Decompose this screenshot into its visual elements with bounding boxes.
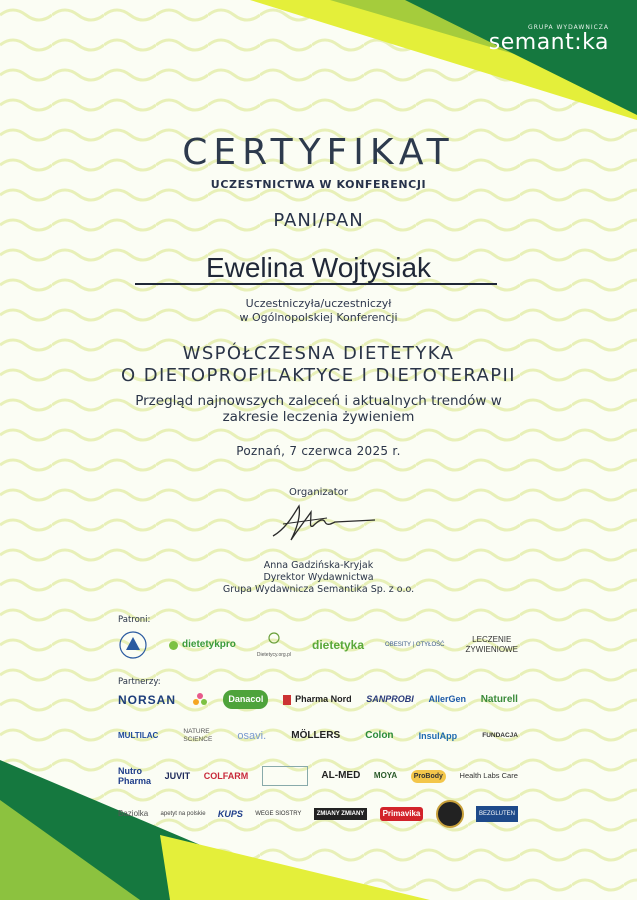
conference-subtitle	[0, 393, 637, 425]
recipient-name: Ewelina Wojtysiak	[205, 252, 432, 283]
partner-colfarm: COLFARM	[203, 770, 249, 781]
seal-icon	[436, 800, 464, 828]
partners-row-4	[118, 800, 518, 828]
participant-line-2: w Ogólnopolskiej Konferencji	[239, 311, 398, 324]
partner-kups: KUPS	[217, 808, 243, 819]
partner-nature-science: NATURE SCIENCE	[183, 728, 213, 743]
salutation: PANI/PAN	[273, 210, 364, 231]
conference-title-line-1: WSPÓŁCZESNA DIETETYKA	[182, 343, 455, 364]
partner-colon: Colon	[365, 730, 394, 741]
brand-logo	[489, 24, 609, 55]
partner-apetyt-na-polskie: apetyt na polskie	[160, 811, 206, 817]
leaf-icon	[169, 641, 178, 650]
partners-row-3	[118, 766, 518, 786]
participant-line-1: Uczestniczyła/uczestniczył	[245, 297, 392, 310]
partner-medicine-boxes	[262, 766, 308, 786]
brand-name: semant:ka	[488, 30, 609, 55]
participant-text	[0, 297, 637, 325]
partner-mollers: MÖLLERS	[291, 730, 341, 741]
certificate-subtitle: UCZESTNICTWA W KONFERENCJI	[210, 178, 427, 191]
partners-row-1	[118, 690, 518, 709]
partner-multilac: MULTILAC	[118, 731, 159, 740]
partners-row-2	[118, 728, 518, 744]
organizer-signature-block	[0, 560, 637, 596]
partner-insulapp: InsulApp	[418, 730, 458, 741]
apple-icon	[267, 630, 281, 644]
partner-nutropharma: Nutro Pharma	[118, 766, 152, 786]
partner-sanprobi: SANPROBI	[366, 694, 414, 704]
organizer-label: Organizator	[289, 487, 348, 498]
partner-naturell: Naturell	[480, 693, 518, 705]
partner-juvit: JUVIT	[164, 770, 191, 781]
partner-baziolka: Baziolka	[118, 809, 149, 818]
patron-leczenie-zywieniowe: LECZENIE ŻYWIENIOWE	[465, 635, 518, 654]
conference-date: Poznań, 7 czerwca 2025 r.	[236, 444, 401, 458]
partner-norsan: NORSAN	[118, 692, 177, 707]
signature	[265, 498, 380, 548]
organizer-name: Anna Gadzińska-Kryjak	[263, 560, 374, 571]
partner-probody: ProBody	[411, 770, 446, 783]
society-emblem-icon	[118, 630, 148, 660]
conference-subtitle-line-1: Przegląd najnowszych zaleceń i aktualnych trendów w	[135, 393, 502, 409]
flower-icon	[191, 691, 209, 709]
patron-obesity: OBESITY | OTYŁOŚĆ	[385, 642, 445, 648]
conference-title-line-2: O DIETOPROFILAKTYCE I DIETOTERAPII	[121, 365, 516, 386]
brand-group-label: GRUPA WYDAWNICZA	[528, 24, 609, 31]
patron-dietetykpro: dietetykpro	[169, 640, 236, 650]
partner-osavi: osavi.	[237, 729, 267, 742]
patrons-row	[118, 630, 518, 660]
partner-allergen: AllerGen	[428, 694, 467, 704]
name-underline	[135, 283, 497, 285]
partner-pharma-nord: Pharma Nord	[283, 695, 352, 705]
conference-subtitle-line-2: zakresie leczenia żywieniem	[222, 409, 415, 425]
partner-health-labs: Health Labs Care	[459, 771, 518, 781]
organizer-role: Dyrektor Wydawnictwa	[263, 572, 374, 583]
patrons-label: Patroni:	[118, 615, 151, 625]
conference-title	[0, 343, 637, 387]
partner-al-med: AL-MED	[321, 770, 361, 781]
partner-moya: MOYA	[373, 771, 398, 780]
partner-primavika: Primavika	[380, 807, 424, 821]
partner-zmiany-zmiany: ZMIANY ZMIANY	[314, 808, 368, 820]
partner-danacol: Danacol	[223, 690, 268, 709]
partner-wege-siostry: WEGE SIOSTRY	[255, 811, 302, 817]
patron-dietetyka: dietetyka	[312, 638, 365, 652]
partner-bezgluten: BEZGLUTEN	[476, 806, 518, 822]
partners-label: Partnerzy:	[118, 677, 161, 687]
certificate-title: CERTYFIKAT	[182, 132, 455, 173]
pharma-nord-icon	[283, 695, 291, 705]
partner-fundacja: FUNDACJA	[482, 731, 518, 739]
patron-dietetycy-org: Dietetycy.org.pl	[257, 630, 291, 660]
organizer-company: Grupa Wydawnicza Semantika Sp. z o.o.	[222, 584, 415, 595]
